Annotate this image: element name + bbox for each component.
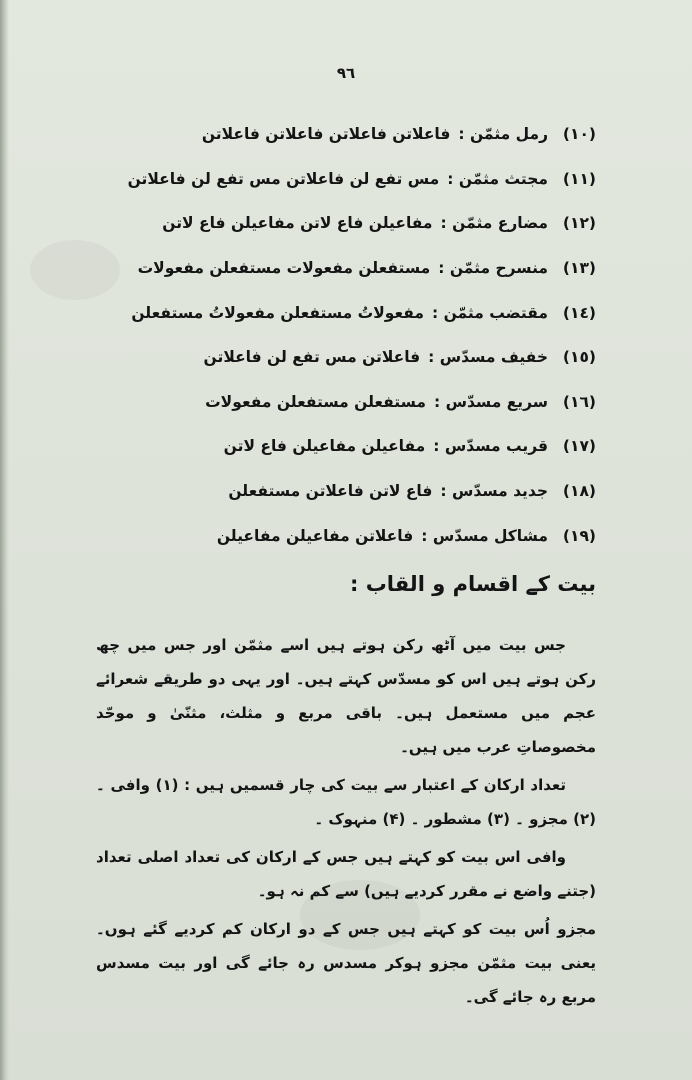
meter-feet: مستفعلن مستفعلن مفعولات <box>205 392 426 411</box>
paragraph: جس بیت میں آٹھ رکن ہوتے ہیں اسے مثمّن اور جس میں چھ رکن ہوتے ہیں اس کو مسدّس کہتے ہیں۔ اور یہی دو طریقے شعرائے عجم میں مستعمل ہیں۔ باقی مربع و مثلث، مثنّیٰ و موحّد مخصوصاتِ عرب میں ہیں۔ <box>96 636 596 756</box>
meter-name: خفیف مسدّس : <box>428 348 548 367</box>
meter-name: مقتضب مثمّن : <box>431 303 548 322</box>
meter-list <box>116 112 596 558</box>
meter-number: (١٩) <box>562 526 596 545</box>
meter-feet: مستفعلن مفعولات مستفعلن مفعولات <box>137 259 431 278</box>
meter-row <box>116 424 596 469</box>
meter-row <box>116 513 596 558</box>
meter-feet: فاعلاتن فاعلاتن فاعلاتن فاعلاتن <box>201 125 451 144</box>
meter-number: (١٣) <box>562 259 596 278</box>
meter-number: (١٤) <box>562 303 596 322</box>
meter-feet: فاع لاتن فاعلاتن مستفعلن <box>228 482 433 501</box>
meter-row <box>116 380 596 425</box>
meter-number: (١٥) <box>562 348 596 367</box>
meter-name: منسرح مثمّن : <box>438 259 548 278</box>
meter-feet: مس تفع لن فاعلاتن مس تفع لن فاعلاتن <box>127 169 440 188</box>
paragraph: تعداد ارکان کے اعتبار سے بیت کی چار قسمیں ہیں : (١) وافی ۔ (٢) مجزو ۔ (٣) مشطور ۔ (۴) منہوک ۔ <box>96 776 596 828</box>
meter-feet: فاعلاتن مفاعیلن مفاعیلن <box>216 526 414 545</box>
meter-number: (١٠) <box>562 125 596 144</box>
meter-name: مضارع مثمّن : <box>440 214 548 233</box>
meter-name: جدید مسدّس : <box>440 482 548 501</box>
meter-number: (١١) <box>562 169 596 188</box>
meter-feet: مفاعیلن فاع لاتن مفاعیلن فاع لاتن <box>162 214 433 233</box>
section-heading: بیت کے اقسام و القاب : <box>350 572 596 596</box>
body-text <box>96 628 596 1018</box>
meter-number: (١٧) <box>562 437 596 456</box>
meter-row <box>116 201 596 246</box>
meter-row <box>116 290 596 335</box>
paragraph: مجزو اُس بیت کو کہتے ہیں جس کے دو ارکان کم کردیے گئے ہوں۔ یعنی بیت مثمّن مجزو ہوکر مسدس رہ جائے گی اور بیت مسدس مربع رہ جائے گی۔ <box>96 920 596 1006</box>
meter-feet: مفعولاتُ مستفعلن مفعولاتُ مستفعلن <box>131 303 424 322</box>
meter-row <box>116 246 596 291</box>
page-number: ٩٦ <box>336 64 356 82</box>
page-edge-shadow <box>0 0 9 1080</box>
meter-feet: مفاعیلن مفاعیلن فاع لاتن <box>223 437 426 456</box>
paper-stain <box>30 240 120 300</box>
meter-row <box>116 112 596 157</box>
meter-row <box>116 157 596 202</box>
meter-name: قریب مسدّس : <box>433 437 548 456</box>
meter-number: (١٢) <box>562 214 596 233</box>
meter-number: (١٨) <box>562 482 596 501</box>
meter-row <box>116 335 596 380</box>
paragraph: وافی اس بیت کو کہتے ہیں جس کے ارکان کی تعداد اصلی تعداد (جتنے واضع نے مقرر کردیے ہیں) سے کم نہ ہو۔ <box>96 848 596 900</box>
meter-name: رمل مثمّن : <box>458 125 548 144</box>
meter-name: مشاکل مسدّس : <box>421 526 548 545</box>
meter-row <box>116 469 596 514</box>
meter-number: (١٦) <box>562 392 596 411</box>
meter-name: سریع مسدّس : <box>434 392 548 411</box>
meter-feet: فاعلاتن مس تفع لن فاعلاتن <box>203 348 421 367</box>
meter-name: مجتث مثمّن : <box>447 169 548 188</box>
